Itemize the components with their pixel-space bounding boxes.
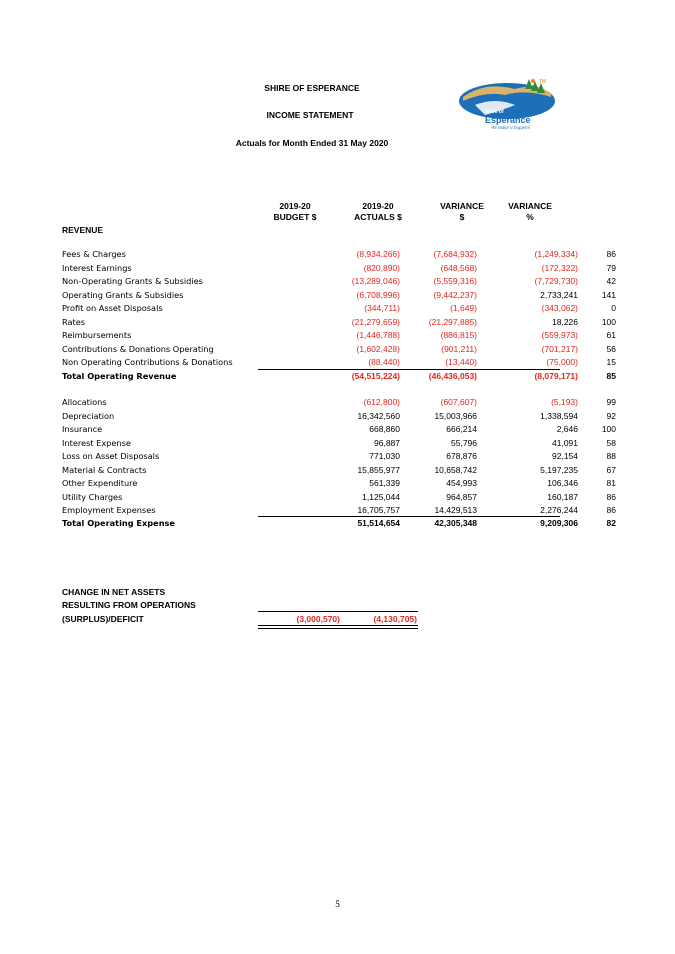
cell-pct: 85 [606, 371, 616, 381]
table-row [60, 289, 616, 304]
col-actuals-label: ACTUALS $ [354, 212, 402, 222]
cell-var: 2,646 [556, 424, 578, 434]
col-variance-pct-label: VARIANCE [508, 201, 552, 211]
col-actuals-header [343, 201, 413, 223]
cell-budget: (13,289,046) [351, 276, 400, 286]
cell-var: (7,729,730) [534, 276, 578, 286]
row-label: Other Expenditure [62, 478, 138, 488]
cell-var: 2,733,241 [540, 289, 578, 300]
cell-var: (8,079,171) [534, 371, 578, 381]
cell-budget: 668,860 [369, 424, 400, 434]
row-label: Material & Contracts [62, 464, 147, 475]
cell-pct: 15 [606, 357, 616, 367]
cell-pct: 86 [606, 491, 616, 502]
cell-pct: 61 [606, 330, 616, 340]
cell-actuals: (648,568) [440, 262, 477, 273]
revenue-total-rule [258, 369, 560, 370]
cell-var: 106,346 [547, 478, 578, 488]
table-row [60, 464, 616, 479]
net-line1: CHANGE IN NET ASSETS [62, 587, 166, 597]
net-actuals: (4,130,705) [373, 614, 417, 624]
cell-var: (701,217) [541, 343, 578, 354]
cell-var: (5,193) [551, 397, 578, 407]
table-row [60, 330, 616, 344]
cell-pct: 141 [601, 289, 616, 300]
cell-pct: 0 [611, 303, 616, 313]
logo-tagline: We make it happen! [491, 126, 531, 131]
cell-pct: 67 [606, 464, 616, 475]
col-variance-label: VARIANCE [440, 201, 484, 211]
cell-budget: (21,279,659) [351, 316, 400, 327]
row-label: Employment Expenses [62, 505, 156, 515]
table-row [60, 316, 616, 331]
cell-actuals: (9,442,237) [433, 289, 477, 300]
col-budget-year: 2019-20 [279, 201, 311, 211]
row-label: Depreciation [62, 410, 115, 421]
cell-budget: (820,890) [363, 262, 400, 273]
row-label: Reimbursements [62, 330, 132, 340]
cell-budget: 16,705,757 [357, 505, 400, 515]
cell-pct: 86 [606, 505, 616, 515]
cell-var: (172,322) [541, 262, 578, 273]
table-row [60, 397, 616, 411]
net-line3: (SURPLUS)/DEFICIT [62, 614, 144, 624]
expense-total-row [60, 518, 616, 532]
cell-pct: 100 [601, 316, 616, 327]
cell-var: (559,973) [541, 330, 578, 340]
cell-budget: 15,855,977 [357, 464, 400, 475]
cell-actuals: 454,993 [446, 478, 477, 488]
cell-actuals: (7,684,932) [433, 249, 477, 259]
cell-var: (75,000) [546, 357, 578, 367]
cell-actuals: 678,876 [446, 451, 477, 461]
logo-line1: Shire of [485, 109, 504, 115]
cell-budget: 96,887 [374, 437, 400, 448]
col-variance-pct-header [500, 201, 560, 223]
cell-pct: 79 [606, 262, 616, 273]
cell-var: 9,209,306 [540, 518, 578, 528]
row-label: Total Operating Expense [62, 518, 175, 528]
row-label: Interest Earnings [62, 262, 132, 273]
cell-budget: (612,800) [363, 397, 400, 407]
cell-actuals: 42,305,348 [434, 518, 477, 528]
col-variance-header [427, 201, 497, 223]
table-row [60, 343, 616, 358]
cell-var: 2,276,244 [540, 505, 578, 515]
org-name: SHIRE OF ESPERANCE [264, 83, 360, 93]
expense-total-rule [258, 516, 560, 517]
cell-actuals: 10,658,742 [434, 464, 477, 475]
net-budget: (3,000,570) [296, 614, 340, 624]
cell-var: 5,197,235 [540, 464, 578, 475]
cell-var: 160,187 [547, 491, 578, 502]
cell-var: (343,062) [541, 303, 578, 313]
table-row [60, 424, 616, 438]
cell-actuals: (21,297,885) [428, 316, 477, 327]
table-row [60, 249, 616, 263]
cell-actuals: (607,607) [440, 397, 477, 407]
cell-pct: 86 [606, 249, 616, 259]
row-label: Utility Charges [62, 491, 123, 502]
cell-budget: (344,711) [364, 303, 400, 313]
row-label: Profit on Asset Disposals [62, 303, 163, 313]
cell-actuals: 15,003,966 [434, 410, 477, 421]
cell-budget: 561,339 [369, 478, 400, 488]
net-line2: RESULTING FROM OPERATIONS [62, 600, 196, 610]
row-label: Allocations [62, 397, 107, 407]
logo-line2: Esperance [485, 115, 531, 125]
cell-var: 18,226 [552, 316, 578, 327]
cell-budget: 16,342,560 [357, 410, 400, 421]
row-label: Non Operating Contributions & Donations [62, 357, 233, 367]
table-row [60, 410, 616, 425]
cell-budget: (8,934,266) [356, 249, 400, 259]
row-label: Rates [62, 316, 86, 327]
net-top-rule [258, 611, 418, 612]
cell-budget: (54,515,224) [351, 371, 400, 381]
shire-logo [455, 75, 560, 137]
row-label: Loss on Asset Disposals [62, 451, 160, 461]
cell-actuals: (46,436,053) [428, 371, 477, 381]
net-double-rule [258, 625, 418, 629]
cell-actuals: 55,796 [451, 437, 477, 448]
cell-actuals: (1,649) [450, 303, 477, 313]
col-variance-pct-unit: % [526, 212, 534, 222]
table-row [60, 303, 616, 317]
cell-actuals: 14,429,513 [434, 505, 477, 515]
cell-budget: (88,440) [368, 357, 400, 367]
cell-actuals: (13,440) [445, 357, 477, 367]
cell-var: (1,249,334) [534, 249, 578, 259]
row-label: Non-Operating Grants & Subsidies [62, 276, 203, 286]
cell-var: 1,338,594 [540, 410, 578, 421]
table-row [60, 262, 616, 277]
revenue-total-row [60, 371, 616, 385]
cell-budget: (6,708,996) [356, 289, 400, 300]
col-budget-label: BUDGET $ [273, 212, 317, 222]
row-label: Interest Expense [62, 437, 131, 448]
revenue-heading: REVENUE [62, 225, 104, 235]
cell-actuals: (5,559,316) [433, 276, 477, 286]
cell-pct: 42 [606, 276, 616, 286]
col-budget-header [260, 201, 330, 223]
col-actuals-year: 2019-20 [362, 201, 394, 211]
cell-pct: 58 [606, 437, 616, 448]
page-number: 5 [335, 899, 340, 909]
cell-actuals: 666,214 [446, 424, 477, 434]
cell-budget: 1,125,044 [362, 491, 400, 502]
cell-budget: (1,602,428) [356, 343, 400, 354]
cell-pct: 92 [606, 410, 616, 421]
report-subtitle: Actuals for Month Ended 31 May 2020 [235, 138, 389, 148]
table-row [60, 276, 616, 290]
table-row [60, 478, 616, 492]
svg-text:TM: TM [539, 79, 547, 85]
cell-actuals: (886,815) [440, 330, 477, 340]
report-title: INCOME STATEMENT [266, 110, 354, 120]
table-row [60, 451, 616, 465]
row-label: Operating Grants & Subsidies [62, 289, 184, 300]
cell-budget: 51,514,654 [357, 518, 400, 528]
cell-pct: 88 [606, 451, 616, 461]
cell-pct: 82 [606, 518, 616, 528]
row-label: Fees & Charges [62, 249, 126, 259]
cell-actuals: (901,211) [441, 343, 477, 354]
cell-var: 41,091 [552, 437, 578, 448]
cell-pct: 100 [601, 424, 616, 434]
cell-pct: 56 [606, 343, 616, 354]
row-label: Contributions & Donations Operating [62, 343, 214, 354]
cell-budget: (1,446,788) [356, 330, 400, 340]
cell-var: 92,154 [552, 451, 578, 461]
cell-budget: 771,030 [369, 451, 400, 461]
cell-pct: 81 [606, 478, 616, 488]
row-label: Insurance [62, 424, 103, 434]
row-label: Total Operating Revenue [62, 371, 177, 381]
cell-actuals: 964,857 [446, 491, 477, 502]
cell-pct: 99 [606, 397, 616, 407]
col-variance-unit: $ [459, 212, 465, 222]
table-row [60, 437, 616, 452]
table-row [60, 491, 616, 506]
